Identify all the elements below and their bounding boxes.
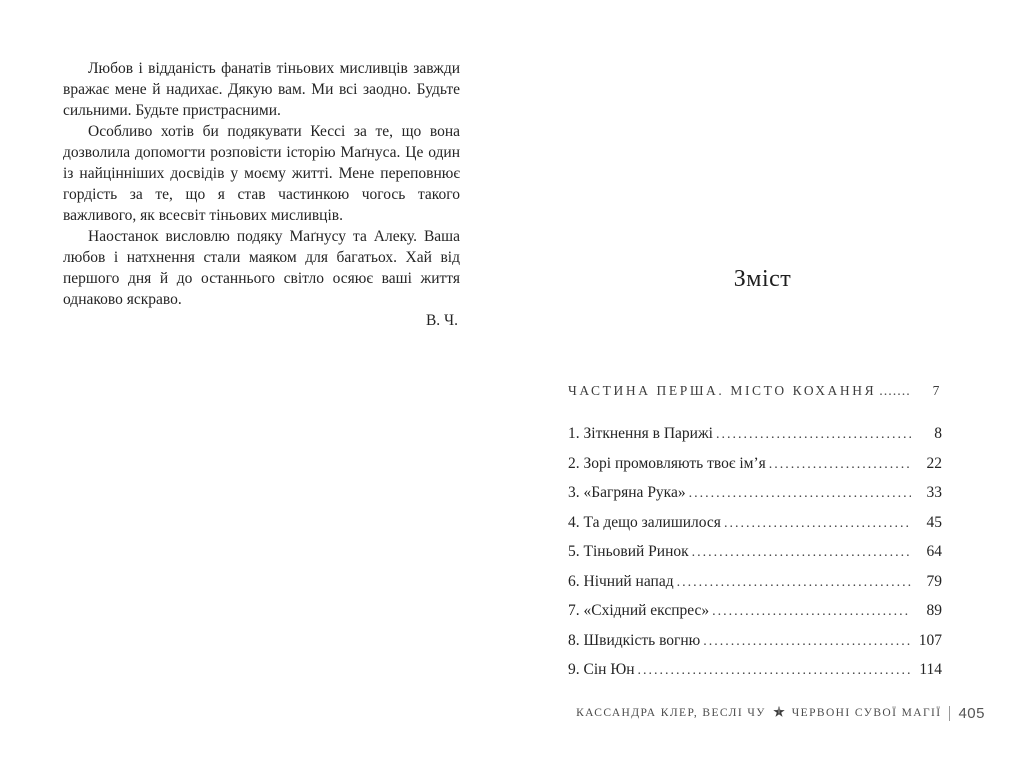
toc-entry-row xyxy=(568,601,942,622)
acknowledgments-paragraph: Наостанок висловлю подяку Маґнусу та Алеку. Ваша любов і натхнення стали маяком для багатьох. Хай від першого дня й до останнього світло осяює ваші життя однаково яскраво. xyxy=(63,228,460,308)
acknowledgments-paragraph: Особливо хотів би подякувати Кессі за те, що вона дозволила допомогти розповісти історію Маґнуса. Це один із найцінніших досвідів у моєму житті. Мене переповнює гордість за те, що я став частинкою чогось такого важливого, як всесвіт тіньових мисливців. xyxy=(63,123,460,224)
table-of-contents xyxy=(568,381,942,690)
footer-divider xyxy=(949,706,950,721)
toc-entry-title: 8. Швидкість вогню xyxy=(568,631,701,649)
dot-leader xyxy=(677,572,911,593)
toc-entry-page-number: 33 xyxy=(926,484,942,501)
toc-entry-row xyxy=(568,454,942,475)
dot-leader xyxy=(638,660,911,681)
toc-entry-row xyxy=(568,542,942,563)
toc-entry-title: 3. «Багряна Рука» xyxy=(568,484,686,501)
dot-leader xyxy=(712,601,911,622)
toc-entry-title: 7. «Східний експрес» xyxy=(568,602,710,619)
dot-leader xyxy=(879,381,911,402)
dot-leader xyxy=(703,631,911,652)
toc-entry-title: 5. Тіньовий Ринок xyxy=(568,543,689,560)
acknowledgments-page xyxy=(63,58,460,331)
toc-entry-title: 4. Та дещо залишилося xyxy=(568,513,721,531)
toc-entry-page-number: 107 xyxy=(918,631,942,649)
toc-entry-row xyxy=(568,483,942,504)
star-rune-icon xyxy=(773,706,785,721)
acknowledgments-paragraph: Любов і відданість фанатів тіньових мисливців завжди вражає мене й надихає. Дякую вам. Ми всі заодно. Будьте сильними. Будьте пристрасними. xyxy=(63,60,460,119)
toc-entry-row xyxy=(568,660,942,681)
toc-entry-row xyxy=(568,513,942,534)
author-initials: В. Ч. xyxy=(425,312,458,329)
toc-entry-row xyxy=(568,424,942,445)
toc-entry-row xyxy=(568,572,942,593)
dot-leader xyxy=(724,513,911,534)
toc-entry-page-number: 114 xyxy=(919,661,942,678)
dot-leader xyxy=(769,454,911,475)
page-number: 405 xyxy=(958,704,985,722)
toc-part-row xyxy=(568,381,942,402)
toc-entry-row xyxy=(568,631,942,652)
toc-entry-title: 1. Зіткнення в Парижі xyxy=(568,425,713,442)
footer-authors: КАССАНДРА КЛЕР, ВЕСЛІ ЧУ xyxy=(576,707,766,719)
toc-entry-title: 6. Нічний напад xyxy=(568,572,674,590)
contents-heading: Зміст xyxy=(733,266,792,292)
toc-entry-page-number: 45 xyxy=(926,513,942,531)
dot-leader xyxy=(689,483,911,504)
running-footer xyxy=(576,704,985,722)
toc-entry-page-number: 8 xyxy=(934,425,942,442)
toc-part-title: ЧАСТИНА ПЕРША. МІСТО КОХАННЯ xyxy=(568,383,877,398)
toc-entry-page-number: 22 xyxy=(926,454,942,472)
dot-leader xyxy=(692,542,911,563)
toc-entry-page-number: 79 xyxy=(926,572,942,590)
toc-entry-page-number: 89 xyxy=(926,602,942,619)
footer-book-title: ЧЕРВОНІ СУВОЇ МАГІЇ xyxy=(791,707,942,719)
toc-entry-title: 9. Сін Юн xyxy=(568,661,635,678)
dot-leader xyxy=(716,424,911,445)
toc-entry-title: 2. Зорі промовляють твоє ім’я xyxy=(568,454,766,472)
toc-part-page-number: 7 xyxy=(932,383,942,398)
toc-entry-page-number: 64 xyxy=(926,543,942,560)
